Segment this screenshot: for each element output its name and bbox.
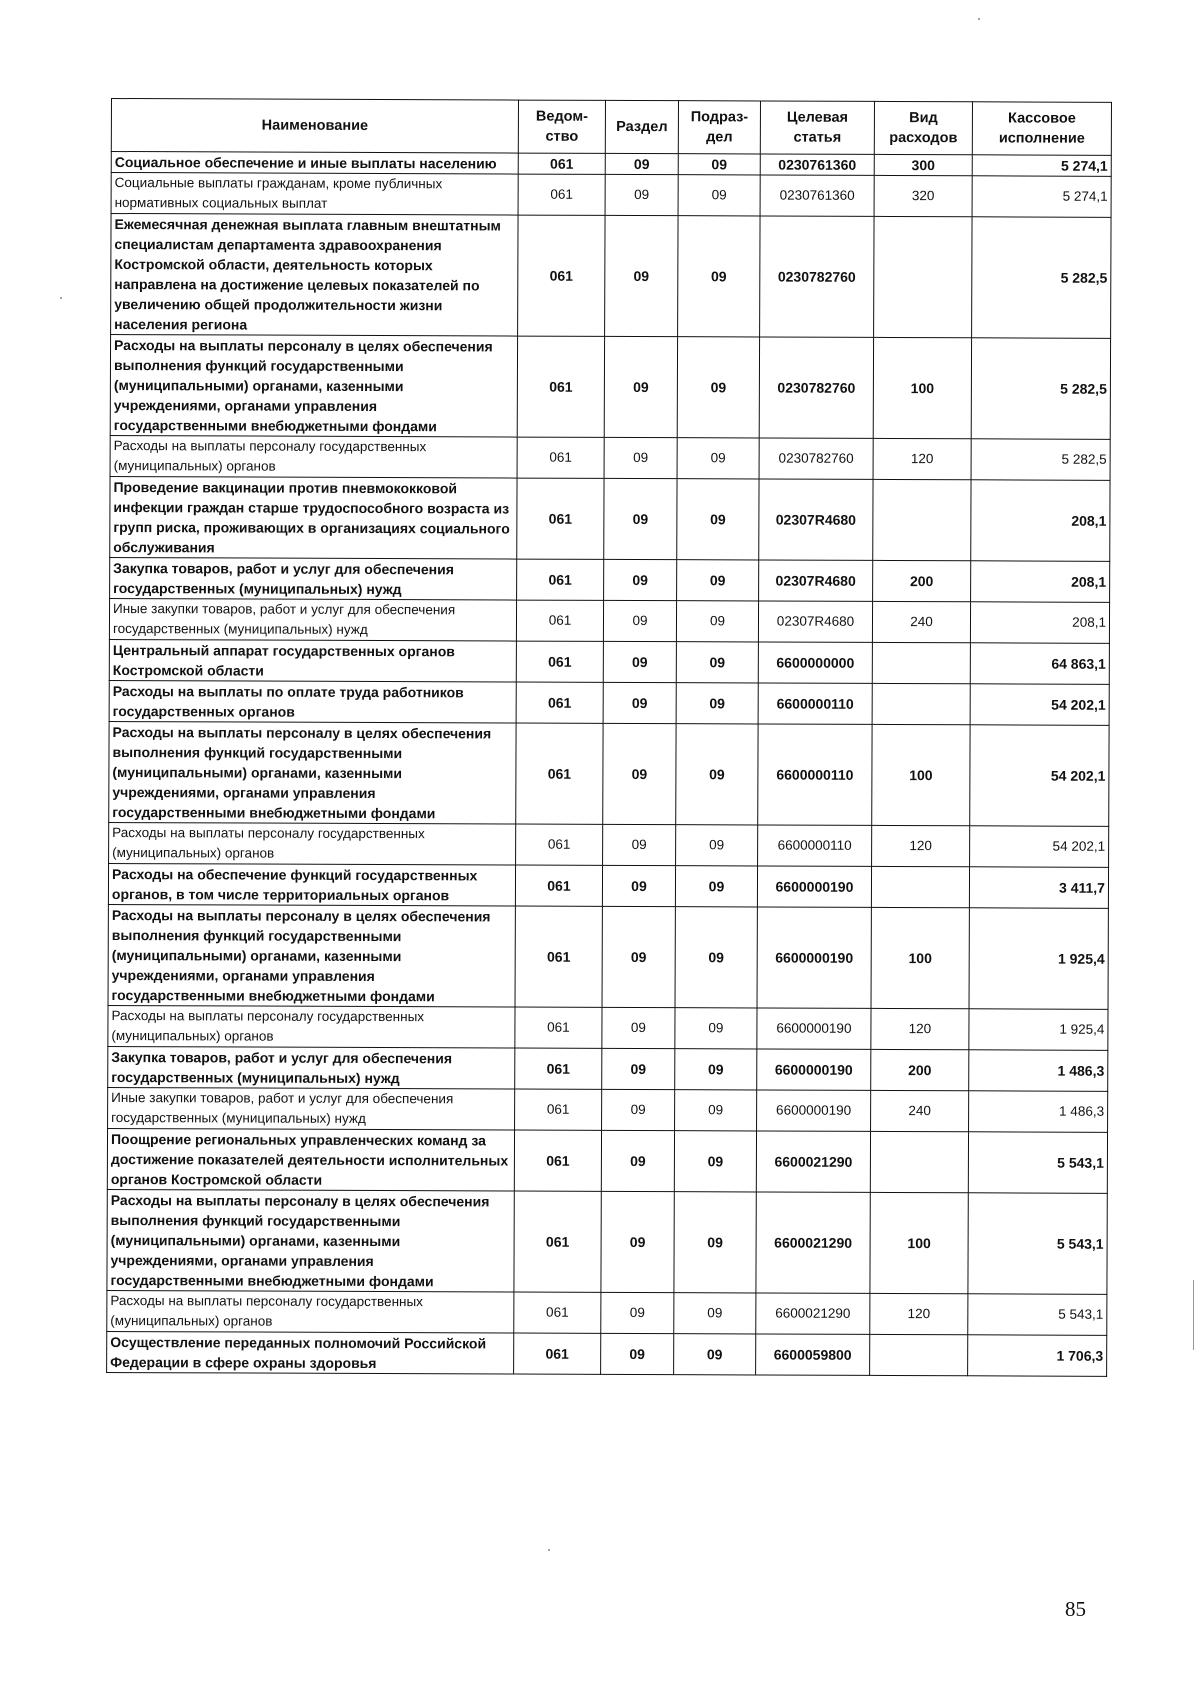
cell-name: Расходы на выплаты персоналу в целях обеспечения выполнения функций государственными (муниципальными) органами, казенными учреждениями, органами управления государственными внебюджетными фондами: [107, 1189, 514, 1292]
cell-target-article: 0230782760: [760, 216, 874, 337]
cell-name: Закупка товаров, работ и услуг для обеспечения государственных (муниципальных) нужд: [110, 557, 517, 600]
cell-cash-execution: 1 486,3: [969, 1050, 1108, 1092]
table-row: [109, 680, 1109, 725]
cell-podrazdel: 09: [676, 601, 758, 642]
cell-podrazdel: 09: [674, 1293, 756, 1334]
cell-target-article: 6600000110: [758, 683, 872, 724]
table-row: [110, 557, 1110, 602]
cell-vedomstvo: 061: [514, 1292, 601, 1333]
cell-podrazdel: 09: [678, 216, 760, 337]
cell-cash-execution: 5 274,1: [972, 176, 1111, 218]
cell-vedomstvo: 061: [515, 865, 602, 906]
cell-cash-execution: 1 925,4: [969, 1009, 1108, 1051]
cell-razdel: 09: [602, 906, 675, 1007]
cell-expense-type: 300: [874, 154, 972, 175]
cell-podrazdel: 09: [677, 479, 759, 560]
table-header-row: [111, 99, 1111, 156]
cell-expense-type: 100: [870, 1192, 968, 1293]
cell-cash-execution: 54 202,1: [970, 826, 1109, 868]
cell-name: Ежемесячная денежная выплата главным внештатным специалистам департамента здравоохранения Костромской области, деятельность которых направлена на достижение целевых показателей по увеличению общей продолжительности жизни населения региона: [111, 214, 518, 337]
cell-podrazdel: 09: [677, 438, 759, 479]
cell-razdel: 09: [604, 437, 677, 478]
header-podrazdel: Подраз- дел: [678, 101, 760, 154]
table-body: [107, 152, 1112, 1377]
cell-vedomstvo: 061: [515, 1089, 602, 1130]
header-cash-execution: Кассовое исполнение: [972, 102, 1111, 156]
header-name: Наименование: [111, 99, 518, 154]
table-row: [108, 1046, 1108, 1091]
cell-expense-type: 100: [872, 724, 970, 825]
cell-cash-execution: 5 274,1: [972, 155, 1111, 177]
table-row: [108, 1005, 1108, 1050]
cell-cash-execution: 208,1: [971, 480, 1110, 562]
cell-razdel: 09: [603, 600, 676, 641]
cell-razdel: 09: [601, 1130, 674, 1191]
cell-target-article: 6600000110: [758, 724, 872, 825]
cell-cash-execution: 208,1: [970, 602, 1109, 644]
scan-edge-mark: [1193, 1280, 1194, 1350]
cell-target-article: 02307R4680: [759, 560, 873, 601]
cell-expense-type: 240: [872, 601, 970, 642]
cell-cash-execution: 5 282,5: [971, 338, 1110, 440]
cell-name: Социальные выплаты гражданам, кроме публичных нормативных социальных выплат: [111, 173, 518, 216]
header-expense-type: Вид расходов: [874, 101, 972, 154]
cell-expense-type: [873, 479, 971, 560]
cell-vedomstvo: 061: [518, 215, 605, 336]
cell-vedomstvo: 061: [515, 906, 602, 1007]
cell-target-article: 6600000000: [758, 642, 872, 683]
cell-name: Социальное обеспечение и иные выплаты населению: [111, 152, 518, 175]
cell-vedomstvo: 061: [514, 1333, 601, 1374]
cell-razdel: 09: [601, 1333, 674, 1374]
table-row: [108, 863, 1108, 908]
cell-cash-execution: 64 863,1: [970, 643, 1109, 685]
page-number: 85: [1065, 1597, 1086, 1621]
cell-name: Расходы на выплаты по оплате труда работников государственных органов: [109, 680, 516, 723]
cell-cash-execution: 3 411,7: [969, 867, 1108, 909]
cell-name: Расходы на выплаты персоналу государственных (муниципальных) органов: [108, 1005, 515, 1048]
cell-expense-type: 320: [874, 175, 972, 216]
cell-name: Расходы на выплаты персоналу в целях обеспечения выполнения функций государственными (муниципальными) органами, казенными учреждениями, органами управления государственными внебюджетными фондами: [108, 904, 515, 1007]
cell-vedomstvo: 061: [517, 336, 604, 437]
cell-podrazdel: 09: [675, 866, 757, 907]
cell-target-article: 02307R4680: [758, 601, 872, 642]
cell-expense-type: 120: [871, 1008, 969, 1049]
cell-vedomstvo: 061: [515, 1007, 602, 1048]
cell-podrazdel: 09: [678, 175, 760, 216]
cell-razdel: 09: [603, 641, 676, 682]
table-row: [109, 639, 1109, 684]
cell-podrazdel: 09: [675, 1008, 757, 1049]
header-target-article: Целевая статья: [760, 101, 874, 154]
table-row: [108, 904, 1108, 1009]
table-row: [111, 214, 1111, 339]
cell-vedomstvo: 061: [516, 600, 603, 641]
cell-target-article: 6600000190: [757, 1090, 871, 1131]
cell-name: Закупка товаров, работ и услуг для обеспечения государственных (муниципальных) нужд: [108, 1046, 515, 1089]
cell-razdel: 09: [603, 682, 676, 723]
header-razdel: Раздел: [605, 100, 678, 153]
cell-name: Расходы на выплаты персоналу в целях обеспечения выполнения функций государственными (муниципальными) органами, казенными учреждениями, органами управления государственными внебюджетными фондами: [110, 335, 517, 438]
cell-razdel: 09: [603, 723, 676, 824]
cell-vedomstvo: 061: [516, 641, 603, 682]
cell-cash-execution: 5 282,5: [971, 439, 1110, 481]
cell-razdel: 09: [601, 1292, 674, 1333]
cell-expense-type: 200: [873, 560, 971, 601]
table-row: [109, 598, 1109, 643]
cell-razdel: 09: [602, 1007, 675, 1048]
cell-podrazdel: 09: [675, 1090, 757, 1131]
cell-target-article: 6600000190: [757, 866, 871, 907]
cell-expense-type: 120: [873, 438, 971, 479]
cell-podrazdel: 09: [674, 1131, 756, 1192]
cell-razdel: 09: [604, 559, 677, 600]
cell-name: Иные закупки товаров, работ и услуг для обеспечения государственных (муниципальных) нужд: [109, 598, 516, 641]
cell-expense-type: 120: [870, 1293, 968, 1334]
cell-razdel: 09: [602, 865, 675, 906]
cell-razdel: 09: [604, 478, 677, 559]
cell-cash-execution: 54 202,1: [970, 725, 1109, 827]
cell-expense-type: [874, 216, 972, 337]
cell-expense-type: [870, 1131, 968, 1192]
table-row: [107, 1290, 1107, 1335]
scan-speck: [548, 1549, 550, 1551]
cell-name: Расходы на выплаты персоналу в целях обеспечения выполнения функций государственными (муниципальными) органами, казенными учреждениями, органами управления государственными внебюджетными фондами: [109, 721, 516, 824]
table-row: [107, 1128, 1107, 1193]
cell-target-article: 6600000190: [757, 1008, 871, 1049]
cell-vedomstvo: 061: [517, 437, 604, 478]
cell-razdel: 09: [605, 174, 678, 215]
cell-target-article: 0230782760: [759, 337, 873, 438]
header-vedomstvo: Ведом- ство: [518, 100, 605, 153]
cell-name: Расходы на выплаты персоналу государственных (муниципальных) органов: [109, 822, 516, 865]
cell-target-article: 6600021290: [756, 1293, 870, 1334]
cell-cash-execution: 1 486,3: [969, 1091, 1108, 1133]
cell-target-article: 6600000190: [757, 907, 871, 1008]
cell-expense-type: [872, 683, 970, 724]
cell-vedomstvo: 061: [514, 1130, 601, 1191]
scan-speck: [60, 297, 62, 299]
cell-target-article: 0230761360: [760, 154, 874, 175]
cell-expense-type: [872, 642, 970, 683]
cell-vedomstvo: 061: [516, 682, 603, 723]
cell-cash-execution: 1 706,3: [968, 1335, 1107, 1377]
cell-vedomstvo: 061: [516, 723, 603, 824]
cell-podrazdel: 09: [674, 1334, 756, 1375]
table-row: [109, 721, 1109, 826]
expenditure-table: [106, 98, 1112, 1377]
cell-vedomstvo: 061: [516, 824, 603, 865]
table-row: [110, 335, 1110, 440]
cell-razdel: 09: [604, 336, 677, 437]
cell-vedomstvo: 061: [514, 1191, 601, 1292]
table-row: [107, 1331, 1107, 1376]
cell-name: Поощрение региональных управленческих команд за достижение показателей деятельности исполнительных органов Костромской области: [107, 1128, 514, 1191]
cell-razdel: 09: [605, 153, 678, 174]
cell-vedomstvo: 061: [518, 174, 605, 215]
cell-razdel: 09: [605, 215, 678, 336]
cell-target-article: 02307R4680: [759, 479, 873, 560]
cell-vedomstvo: 061: [518, 153, 605, 174]
table-row: [110, 476, 1110, 561]
cell-name: Расходы на выплаты персоналу государственных (муниципальных) органов: [110, 435, 517, 478]
cell-podrazdel: 09: [676, 724, 758, 825]
cell-podrazdel: 09: [677, 560, 759, 601]
cell-cash-execution: 1 925,4: [969, 908, 1108, 1010]
cell-razdel: 09: [602, 1048, 675, 1089]
cell-razdel: 09: [603, 824, 676, 865]
cell-podrazdel: 09: [677, 337, 759, 438]
cell-podrazdel: 09: [676, 683, 758, 724]
cell-expense-type: [871, 866, 969, 907]
cell-target-article: 0230761360: [760, 175, 874, 216]
table-row: [110, 435, 1110, 480]
cell-expense-type: 100: [873, 337, 971, 438]
cell-razdel: 09: [601, 1191, 674, 1292]
cell-name: Расходы на выплаты персоналу государственных (муниципальных) органов: [107, 1290, 514, 1333]
cell-target-article: 6600000190: [757, 1049, 871, 1090]
cell-expense-type: [870, 1334, 968, 1375]
cell-expense-type: 240: [871, 1090, 969, 1131]
cell-cash-execution: 5 543,1: [968, 1294, 1107, 1336]
cell-name: Проведение вакцинации против пневмококковой инфекции граждан старше трудоспособного возраста из групп риска, проживающих в организациях социального обслуживания: [110, 476, 517, 559]
cell-target-article: 6600021290: [756, 1131, 870, 1192]
cell-podrazdel: 09: [676, 825, 758, 866]
cell-name: Расходы на обеспечение функций государственных органов, в том числе территориальных органов: [108, 863, 515, 906]
cell-podrazdel: 09: [674, 1192, 756, 1293]
table-row: [108, 1087, 1108, 1132]
cell-podrazdel: 09: [675, 1049, 757, 1090]
cell-expense-type: 120: [872, 825, 970, 866]
table-row: [109, 822, 1109, 867]
cell-target-article: 6600021290: [756, 1192, 870, 1293]
cell-vedomstvo: 061: [517, 559, 604, 600]
cell-vedomstvo: 061: [517, 478, 604, 559]
cell-vedomstvo: 061: [515, 1048, 602, 1089]
cell-target-article: 0230782760: [759, 438, 873, 479]
cell-podrazdel: 09: [678, 154, 760, 175]
cell-cash-execution: 5 543,1: [968, 1193, 1107, 1295]
table-row: [111, 173, 1111, 218]
cell-target-article: 6600059800: [756, 1334, 870, 1375]
cell-name: Иные закупки товаров, работ и услуг для обеспечения государственных (муниципальных) нужд: [108, 1087, 515, 1130]
cell-name: Центральный аппарат государственных органов Костромской области: [109, 639, 516, 682]
table-row: [107, 1189, 1107, 1294]
cell-podrazdel: 09: [676, 642, 758, 683]
cell-cash-execution: 5 282,5: [972, 217, 1111, 339]
cell-expense-type: 100: [871, 907, 969, 1008]
cell-cash-execution: 5 543,1: [968, 1132, 1107, 1194]
scan-speck: [978, 18, 980, 20]
cell-expense-type: 200: [871, 1049, 969, 1090]
cell-name: Осуществление переданных полномочий Российской Федерации в сфере охраны здоровья: [107, 1331, 514, 1374]
cell-cash-execution: 208,1: [971, 561, 1110, 603]
cell-cash-execution: 54 202,1: [970, 684, 1109, 726]
cell-target-article: 6600000110: [758, 825, 872, 866]
cell-podrazdel: 09: [675, 907, 757, 1008]
cell-razdel: 09: [602, 1089, 675, 1130]
